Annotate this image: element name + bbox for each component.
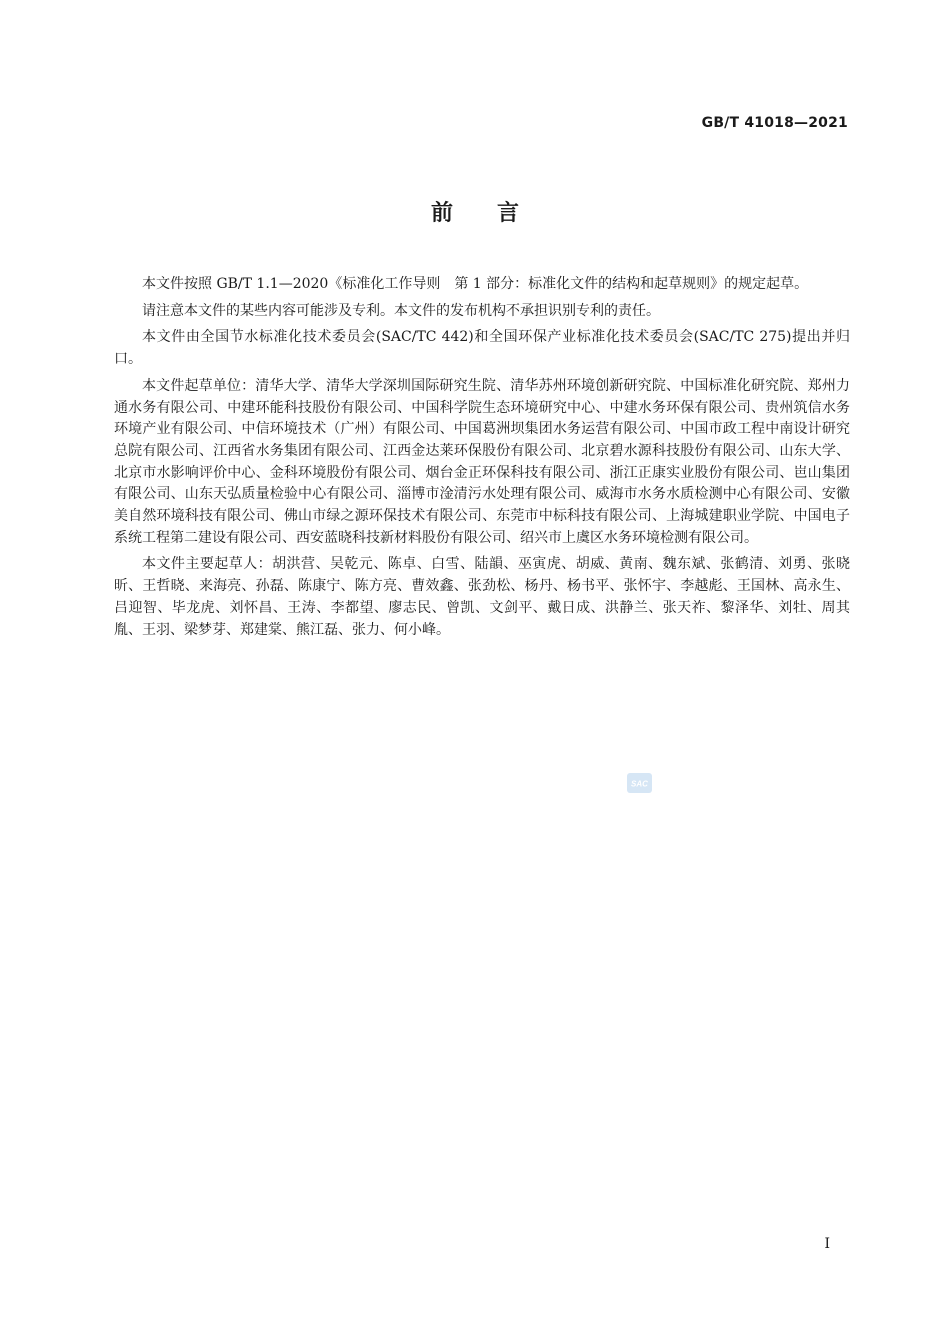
page-number: I <box>824 1236 830 1252</box>
sac-watermark-logo <box>627 773 652 793</box>
page-title: 前言 <box>430 201 563 226</box>
paragraph-proposer: 本文件由全国节水标准化技术委员会(SAC/TC 442)和全国环保产业标准化技术委员会(SAC/TC 275)提出并归口。 <box>114 329 850 368</box>
paragraph-drafters: 本文件主要起草人：胡洪营、吴乾元、陈卓、白雪、陆韻、巫寅虎、胡威、黄南、魏东斌、张鹤清、刘勇、张晓昕、王哲晓、来海亮、孙磊、陈康宁、陈方亮、曹效鑫、张劲松、杨丹、杨书平、张怀宇、李越彪、王国林、高永生、吕迎智、毕龙虎、刘怀昌、王涛、李都望、廖志民、曾凯、文剑平、戴日成、洪静兰、张天祚、黎泽华、刘牡、周其胤、王羽、梁梦芽、郑建棠、熊江磊、张力、何小峰。 <box>114 556 850 638</box>
paragraph-drafting-units: 本文件起草单位：清华大学、清华大学深圳国际研究生院、清华苏州环境创新研究院、中国标准化研究院、郑州力通水务有限公司、中建环能科技股份有限公司、中国科学院生态环境研究中心、中建水务环保有限公司、贵州筑信水务环境产业有限公司、中信环境技术（广州）有限公司、中国葛洲坝集团水务运营有限公司、中国市政工程中南设计研究总院有限公司、江西省水务集团有限公司、江西金达莱环保股份有限公司、北京碧水源科技股份有限公司、山东大学、北京市水影响评价中心、金科环境股份有限公司、烟台金正环保科技有限公司、浙江正康实业股份有限公司、岜山集团有限公司、山东天弘质量检验中心有限公司、淄博市淦清污水处理有限公司、威海市水务水质检测中心有限公司、安徽美自然环境科技有限公司、佛山市绿之源环保技术有限公司、东莞市中标科技有限公司、上海城建职业学院、中国电子系统工程第二建设有限公司、西安蓝晓科技新材料股份有限公司、绍兴市上虞区水务环境检测有限公司。 <box>114 377 850 546</box>
document-number: GB/T 41018—2021 <box>701 115 848 131</box>
paragraph-patent-notice: 请注意本文件的某些内容可能涉及专利。本文件的发布机构不承担识别专利的责任。 <box>142 302 660 319</box>
svg-text:SAC: SAC <box>631 779 648 789</box>
foreword-body <box>114 274 850 646</box>
paragraph-drafting-rules: 本文件按照 GB/T 1.1—2020《标准化工作导则 第 1 部分：标准化文件的结构和起草规则》的规定起草。 <box>142 276 809 292</box>
